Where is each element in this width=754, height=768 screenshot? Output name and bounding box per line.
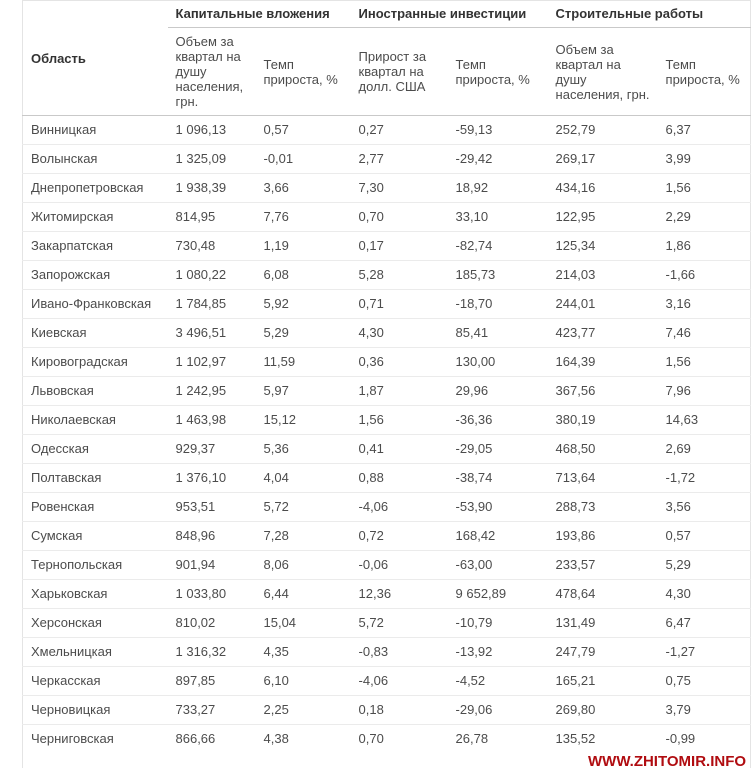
value-cell: 26,78 [448, 725, 548, 754]
value-cell: 5,72 [256, 493, 351, 522]
value-cell: 6,08 [256, 261, 351, 290]
value-cell: 6,44 [256, 580, 351, 609]
region-cell: Львовская [23, 377, 168, 406]
value-cell: 122,95 [548, 203, 658, 232]
value-cell: 269,80 [548, 696, 658, 725]
value-cell: 3,16 [658, 290, 751, 319]
value-cell: -29,05 [448, 435, 548, 464]
value-cell: -36,36 [448, 406, 548, 435]
value-cell: 1 096,13 [175, 122, 227, 137]
value-cell: 3,66 [256, 174, 351, 203]
value-cell: 380,19 [548, 406, 658, 435]
value-cell: -1,66 [658, 261, 751, 290]
value-cell: -10,79 [448, 609, 548, 638]
value-cell: 168,42 [448, 522, 548, 551]
sub-header-quarter-growth-usd: Прирост за квартал на долл. США [351, 28, 448, 116]
value-cell: 1 376,10 [168, 464, 256, 493]
value-cell: 185,73 [448, 261, 548, 290]
value-cell: 0,41 [351, 435, 448, 464]
value-cell: 814,95 [168, 203, 256, 232]
value-cell: 2,77 [351, 145, 448, 174]
value-cell: 0,36 [351, 348, 448, 377]
region-cell: Херсонская [23, 609, 168, 638]
table-row [23, 377, 751, 406]
region-cell: Закарпатская [23, 232, 168, 261]
table-header [23, 1, 751, 116]
value-cell: 1 102,97 [168, 348, 256, 377]
value-cell: 1 080,22 [168, 261, 256, 290]
value-cell: 468,50 [548, 435, 658, 464]
value-cell: 2,69 [658, 435, 751, 464]
value-cell: 5,72 [351, 609, 448, 638]
value-cell: 0,18 [351, 696, 448, 725]
value-cell: 0,88 [351, 464, 448, 493]
value-cell: 810,02 [168, 609, 256, 638]
value-cell: 233,57 [548, 551, 658, 580]
value-cell: 5,29 [658, 551, 751, 580]
value-cell: 14,63 [658, 406, 751, 435]
value-cell: 4,04 [256, 464, 351, 493]
column-group-capital-investments: Капитальные вложения [168, 1, 351, 28]
column-group-row [23, 1, 751, 28]
value-cell: 6,47 [658, 609, 751, 638]
value-cell: -0,83 [351, 638, 448, 667]
region-cell: Черниговская [23, 725, 168, 754]
region-cell: Днепропетровская [23, 174, 168, 203]
value-cell: -59,13 [455, 122, 493, 137]
value-cell: 7,30 [351, 174, 448, 203]
value-cell: 5,92 [256, 290, 351, 319]
value-cell: -53,90 [448, 493, 548, 522]
value-cell: -0,06 [351, 551, 448, 580]
value-cell: 1,56 [658, 174, 751, 203]
sub-header-volume-per-capita-2: Объем за квартал на душу населения, грн. [548, 28, 658, 116]
value-cell: 929,37 [168, 435, 256, 464]
table-row [23, 203, 751, 232]
value-cell: 7,28 [256, 522, 351, 551]
value-cell: 0,71 [351, 290, 448, 319]
value-cell: 214,03 [548, 261, 658, 290]
value-cell: 8,06 [256, 551, 351, 580]
value-cell: -0,99 [658, 725, 751, 754]
value-cell: 4,38 [256, 725, 351, 754]
value-cell: 7,96 [658, 377, 751, 406]
region-cell: Черновицкая [23, 696, 168, 725]
statistics-table [22, 0, 751, 768]
value-cell: 135,52 [548, 725, 658, 754]
table-row [23, 348, 751, 377]
value-cell: 2,25 [256, 696, 351, 725]
table-row [23, 725, 751, 754]
table-row [23, 261, 751, 290]
value-cell: 0,17 [351, 232, 448, 261]
table-row [23, 319, 751, 348]
value-cell: 1,19 [256, 232, 351, 261]
value-cell: 367,56 [548, 377, 658, 406]
value-cell: 1 784,85 [168, 290, 256, 319]
value-cell: 0,70 [351, 203, 448, 232]
value-cell: 3,99 [658, 145, 751, 174]
table-footer [23, 753, 751, 768]
table-row [23, 580, 751, 609]
sub-header-volume-per-capita-1: Объем за квартал на душу населения, грн. [168, 28, 256, 116]
value-cell: 901,94 [168, 551, 256, 580]
value-cell: 247,79 [548, 638, 658, 667]
value-cell: 5,29 [256, 319, 351, 348]
table-row [23, 493, 751, 522]
value-cell: -0,01 [256, 145, 351, 174]
value-cell: 18,92 [448, 174, 548, 203]
value-cell: 0,57 [263, 122, 289, 137]
value-cell: 1,56 [351, 406, 448, 435]
value-cell: 1 242,95 [168, 377, 256, 406]
region-cell: Волынская [23, 145, 168, 174]
value-cell: 9 652,89 [448, 580, 548, 609]
region-cell: Ровенская [23, 493, 168, 522]
region-cell: Житомирская [23, 203, 168, 232]
value-cell: -18,70 [448, 290, 548, 319]
value-cell: 713,64 [548, 464, 658, 493]
region-cell: Винницкая [31, 122, 97, 137]
sub-header-growth-rate-1: Темп прироста, % [256, 28, 351, 116]
sub-header-growth-rate-3: Темп прироста, % [658, 28, 751, 116]
table-row [23, 290, 751, 319]
value-cell: 0,27 [358, 122, 384, 137]
value-cell: -1,72 [658, 464, 751, 493]
value-cell: 423,77 [548, 319, 658, 348]
value-cell: 269,17 [548, 145, 658, 174]
region-cell: Харьковская [23, 580, 168, 609]
value-cell: 4,30 [351, 319, 448, 348]
value-cell: 1,86 [658, 232, 751, 261]
value-cell: 193,86 [548, 522, 658, 551]
table-row [23, 406, 751, 435]
value-cell: 244,01 [548, 290, 658, 319]
value-cell: 866,66 [168, 725, 256, 754]
value-cell: 85,41 [448, 319, 548, 348]
column-group-foreign-investments: Иностранные инвестиции [351, 1, 548, 28]
value-cell: 733,27 [168, 696, 256, 725]
value-cell: 3,56 [658, 493, 751, 522]
region-cell: Запорожская [23, 261, 168, 290]
value-cell: 165,21 [548, 667, 658, 696]
value-cell: 848,96 [168, 522, 256, 551]
value-cell: 953,51 [168, 493, 256, 522]
region-cell: Кировоградская [23, 348, 168, 377]
region-cell: Николаевская [23, 406, 168, 435]
column-group-construction-works: Строительные работы [548, 1, 751, 28]
region-cell: Киевская [23, 319, 168, 348]
value-cell: 131,49 [548, 609, 658, 638]
value-cell: 2,29 [658, 203, 751, 232]
value-cell: 12,36 [351, 580, 448, 609]
value-cell: -29,06 [448, 696, 548, 725]
table-row [23, 638, 751, 667]
value-cell: 1 463,98 [168, 406, 256, 435]
table-row [23, 667, 751, 696]
value-cell: 1 316,32 [168, 638, 256, 667]
footer-row [23, 753, 751, 768]
value-cell: 288,73 [548, 493, 658, 522]
table-row [23, 232, 751, 261]
value-cell: 4,35 [256, 638, 351, 667]
value-cell: -13,92 [448, 638, 548, 667]
value-cell: 0,57 [658, 522, 751, 551]
value-cell: 0,70 [351, 725, 448, 754]
table-row [23, 522, 751, 551]
value-cell: 1,56 [658, 348, 751, 377]
value-cell: -82,74 [448, 232, 548, 261]
value-cell: 15,04 [256, 609, 351, 638]
column-header-region: Область [23, 1, 168, 116]
value-cell: -4,06 [351, 667, 448, 696]
site-watermark: WWW.ZHITOMIR.INFO [588, 753, 747, 768]
value-cell: 434,16 [548, 174, 658, 203]
value-cell: 11,59 [256, 348, 351, 377]
value-cell: 6,10 [256, 667, 351, 696]
value-cell: 4,30 [658, 580, 751, 609]
table-row [23, 696, 751, 725]
value-cell: -1,27 [658, 638, 751, 667]
value-cell: 0,72 [351, 522, 448, 551]
value-cell: -63,00 [448, 551, 548, 580]
value-cell: 5,97 [256, 377, 351, 406]
value-cell: 29,96 [448, 377, 548, 406]
value-cell: 15,12 [256, 406, 351, 435]
region-cell: Хмельницкая [23, 638, 168, 667]
value-cell: -4,06 [351, 493, 448, 522]
value-cell: 5,28 [351, 261, 448, 290]
table-body [23, 116, 751, 754]
value-cell: 130,00 [448, 348, 548, 377]
table-row [23, 145, 751, 174]
value-cell: 3,79 [658, 696, 751, 725]
value-cell: 897,85 [168, 667, 256, 696]
table-row [23, 609, 751, 638]
value-cell: 1,87 [351, 377, 448, 406]
value-cell: 0,75 [658, 667, 751, 696]
region-cell: Одесская [23, 435, 168, 464]
region-cell: Ивано-Франковская [23, 290, 168, 319]
value-cell: 252,79 [555, 122, 596, 137]
value-cell: 730,48 [168, 232, 256, 261]
value-cell: 1 033,80 [168, 580, 256, 609]
value-cell: -4,52 [448, 667, 548, 696]
value-cell: 164,39 [548, 348, 658, 377]
region-cell: Полтавская [23, 464, 168, 493]
value-cell: 125,34 [548, 232, 658, 261]
region-cell: Тернопольская [23, 551, 168, 580]
value-cell: 478,64 [548, 580, 658, 609]
value-cell: 3 496,51 [168, 319, 256, 348]
table-row [23, 464, 751, 493]
table-row [23, 435, 751, 464]
value-cell: 1 325,09 [168, 145, 256, 174]
value-cell: -29,42 [448, 145, 548, 174]
table-row [23, 174, 751, 203]
table-row [23, 551, 751, 580]
region-cell: Черкасская [23, 667, 168, 696]
value-cell: 6,37 [665, 122, 691, 137]
table-row [23, 116, 751, 145]
value-cell: 7,76 [256, 203, 351, 232]
value-cell: 1 938,39 [168, 174, 256, 203]
value-cell: 5,36 [256, 435, 351, 464]
value-cell: -38,74 [448, 464, 548, 493]
sub-header-growth-rate-2: Темп прироста, % [448, 28, 548, 116]
value-cell: 33,10 [448, 203, 548, 232]
region-cell: Сумская [23, 522, 168, 551]
value-cell: 7,46 [658, 319, 751, 348]
